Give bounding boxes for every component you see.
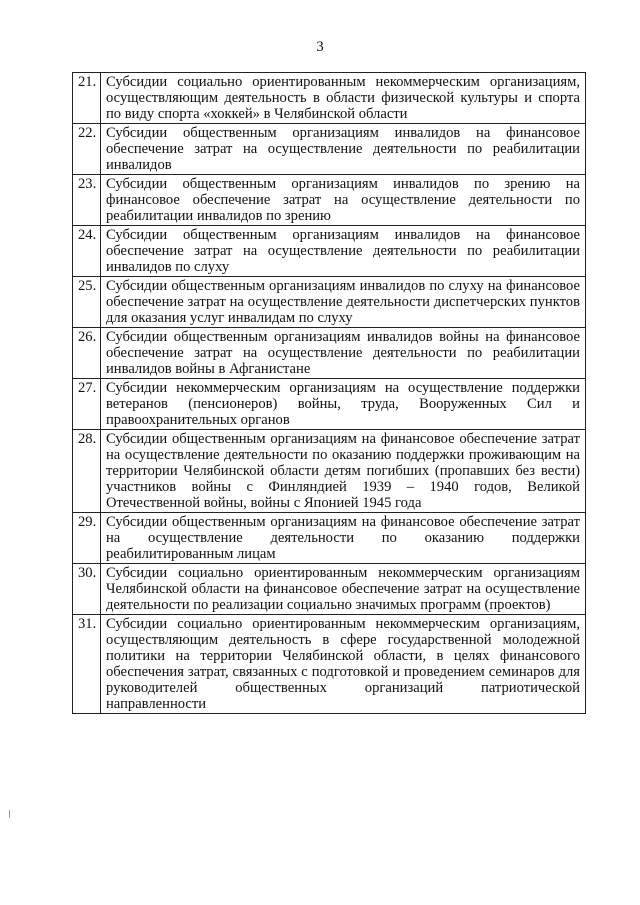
row-number: 26. xyxy=(73,328,101,379)
row-number: 28. xyxy=(73,430,101,513)
subsidy-description: Субсидии общественным организациям инвалидов на финансовое обеспечение затрат на осуществление деятельности по реабилитации инвалидов xyxy=(106,125,580,173)
row-number: 30. xyxy=(73,564,101,615)
subsidy-table xyxy=(72,72,586,714)
subsidy-description: Субсидии социально ориентированным некоммерческим организациям, осуществляющим деятельность в области физической культуры и спорта по виду спорта «хоккей» в Челябинской области xyxy=(106,74,580,122)
table-row xyxy=(73,430,586,513)
subsidy-table-body xyxy=(73,73,586,714)
row-number: 25. xyxy=(73,277,101,328)
row-text-cell xyxy=(101,124,586,175)
row-number: 23. xyxy=(73,175,101,226)
row-text-cell xyxy=(101,513,586,564)
row-text-cell xyxy=(101,564,586,615)
row-text-cell xyxy=(101,73,586,124)
subsidy-description: Субсидии общественным организациям на финансовое обеспечение затрат на осуществление деятельности по оказанию поддержки реабилитированным лицам xyxy=(106,514,580,562)
subsidy-description: Субсидии общественным организациям инвалидов по зрению на финансовое обеспечение затрат на осуществление деятельности по реабилитации инвалидов по зрению xyxy=(106,176,580,224)
row-text-cell xyxy=(101,277,586,328)
table-row xyxy=(73,379,586,430)
row-text-cell xyxy=(101,379,586,430)
subsidy-description: Субсидии социально ориентированным некоммерческим организациям, осуществляющим деятельность в сфере государственной молодежной политики на территории Челябинской области, в целях финансового обеспечения затрат, связанных с подготовкой и проведением семинаров для руководителей общественных организаций патриотической направленности xyxy=(106,616,580,712)
row-number: 27. xyxy=(73,379,101,430)
table-row xyxy=(73,328,586,379)
table-row xyxy=(73,73,586,124)
table-row xyxy=(73,615,586,714)
subsidy-description: Субсидии некоммерческим организациям на осуществление поддержки ветеранов (пенсионеров) войны, труда, Вооруженных Сил и правоохранительных органов xyxy=(106,380,580,428)
row-text-cell xyxy=(101,615,586,714)
table-row xyxy=(73,124,586,175)
table-row xyxy=(73,175,586,226)
row-number: 31. xyxy=(73,615,101,714)
subsidy-description: Субсидии общественным организациям инвалидов на финансовое обеспечение затрат на осуществление деятельности по реабилитации инвалидов по слуху xyxy=(106,227,580,275)
scan-mark xyxy=(9,810,10,818)
table-row xyxy=(73,277,586,328)
row-text-cell xyxy=(101,175,586,226)
table-row xyxy=(73,564,586,615)
row-number: 22. xyxy=(73,124,101,175)
row-number: 21. xyxy=(73,73,101,124)
subsidy-description: Субсидии общественным организациям инвалидов войны на финансовое обеспечение затрат на осуществление деятельности по реабилитации инвалидов войны в Афганистане xyxy=(106,329,580,377)
page-number: 3 xyxy=(316,39,324,55)
subsidy-description: Субсидии общественным организациям на финансовое обеспечение затрат на осуществление деятельности по оказанию поддержки проживающим на территории Челябинской области детям погибших (пропавших без вести) участников войны с Финляндией 1939 – 1940 годов, Великой Отечественной войны, войны с Японией 1945 года xyxy=(106,431,580,511)
subsidy-description: Субсидии социально ориентированным некоммерческим организациям Челябинской области на финансовое обеспечение затрат на осуществление деятельности по реализации социально значимых программ (проектов) xyxy=(106,565,580,613)
table-row xyxy=(73,513,586,564)
table-row xyxy=(73,226,586,277)
row-number: 24. xyxy=(73,226,101,277)
subsidy-description: Субсидии общественным организациям инвалидов по слуху на финансовое обеспечение затрат на осуществление деятельности диспетчерских пунктов для оказания услуг инвалидам по слуху xyxy=(106,278,580,326)
row-text-cell xyxy=(101,430,586,513)
row-text-cell xyxy=(101,328,586,379)
row-text-cell xyxy=(101,226,586,277)
row-number: 29. xyxy=(73,513,101,564)
